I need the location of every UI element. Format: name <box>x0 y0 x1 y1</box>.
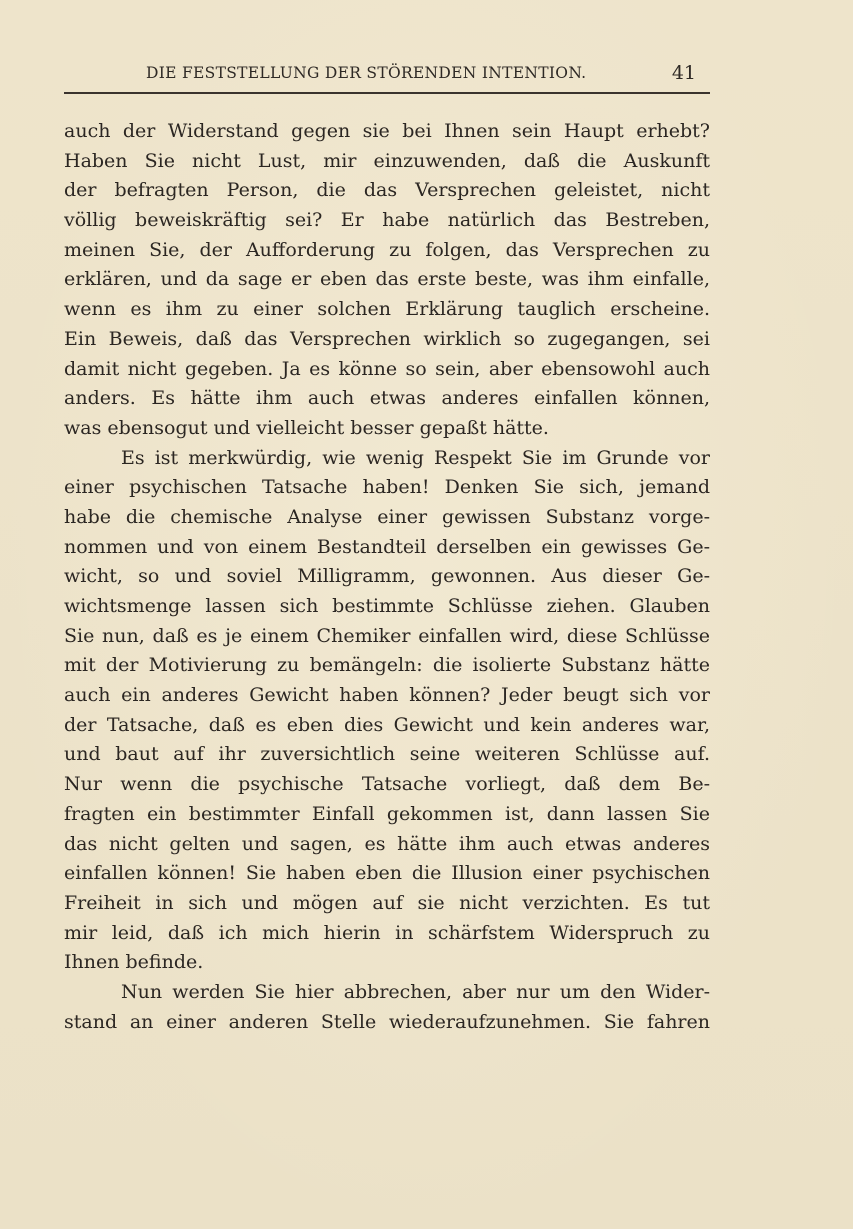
text-line: auch der Widerstand gegen sie bei Ihnen sein Haupt erhebt? <box>64 120 710 142</box>
text-line: Nur wenn die psychische Tatsache vorliegt, daß dem Be- <box>64 773 710 796</box>
text-line: wicht, so und soviel Milligramm, gewonnen. Aus dieser Ge- <box>64 565 710 588</box>
text-line: wenn es ihm zu einer solchen Erklärung tauglich erscheine. <box>64 298 710 321</box>
running-title: DIE FESTSTELLUNG DER STÖRENDEN INTENTION. <box>146 64 587 82</box>
running-head <box>64 62 710 94</box>
text-line: anders. Es hätte ihm auch etwas anderes einfallen können, <box>64 387 710 410</box>
paragraph-start-line: Nun werden Sie hier abbrechen, aber nur um den Wider- <box>121 980 710 1003</box>
body-text <box>64 117 710 1037</box>
text-line: erklären, und da sage er eben das erste beste, was ihm einfalle, <box>64 268 710 291</box>
text-line: das nicht gelten und sagen, es hätte ihm auch etwas anderes <box>64 832 710 855</box>
text-line: der befragten Person, die das Versprechen geleistet, nicht <box>64 179 710 202</box>
text-line: der Tatsache, daß es eben dies Gewicht und kein anderes war, <box>64 713 710 736</box>
text-line: einer psychischen Tatsache haben! Denken Sie sich, jemand <box>64 476 710 499</box>
paragraph-start-line: Es ist merkwürdig, wie wenig Respekt Sie im Grunde vor <box>121 446 710 469</box>
text-line: mit der Motivierung zu bemängeln: die isolierte Substanz hätte <box>64 654 710 677</box>
text-line: Haben Sie nicht Lust, mir einzuwenden, daß die Auskunft <box>64 149 710 172</box>
text-line: wichtsmenge lassen sich bestimmte Schlüsse ziehen. Glauben <box>64 595 710 617</box>
text-line: nommen und von einem Bestandteil derselben ein gewisses Ge- <box>64 535 710 558</box>
text-line: fragten ein bestimmter Einfall gekommen ist, dann lassen Sie <box>64 802 710 825</box>
text-line: auch ein anderes Gewicht haben können? Jeder beugt sich vor <box>64 684 710 707</box>
text-line: habe die chemische Analyse einer gewissen Substanz vorge- <box>64 505 710 528</box>
text-line: und baut auf ihr zuversichtlich seine weiteren Schlüsse auf. <box>64 743 710 766</box>
text-line: was ebensogut und vielleicht besser gepaßt hätte. <box>64 416 549 439</box>
text-line: Freiheit in sich und mögen auf sie nicht verzichten. Es tut <box>64 891 710 914</box>
text-line: mir leid, daß ich mich hierin in schärfstem Widerspruch zu <box>64 921 710 944</box>
text-line: einfallen können! Sie haben eben die Illusion einer psychischen <box>64 862 710 885</box>
page-number: 41 <box>671 62 696 84</box>
text-line: Sie nun, daß es je einem Chemiker einfallen wird, diese Schlüsse <box>64 624 710 647</box>
text-line: damit nicht gegeben. Ja es könne so sein, aber ebensowohl auch <box>64 357 710 380</box>
text-line: völlig beweiskräftig sei? Er habe natürlich das Bestreben, <box>64 209 710 232</box>
text-line: meinen Sie, der Aufforderung zu folgen, das Versprechen zu <box>64 238 710 261</box>
text-line: stand an einer anderen Stelle wiederaufzunehmen. Sie fahren <box>64 1010 710 1033</box>
text-line: Ihnen befinde. <box>64 951 204 974</box>
text-line: Ein Beweis, daß das Versprechen wirklich so zugegangen, sei <box>64 327 710 350</box>
